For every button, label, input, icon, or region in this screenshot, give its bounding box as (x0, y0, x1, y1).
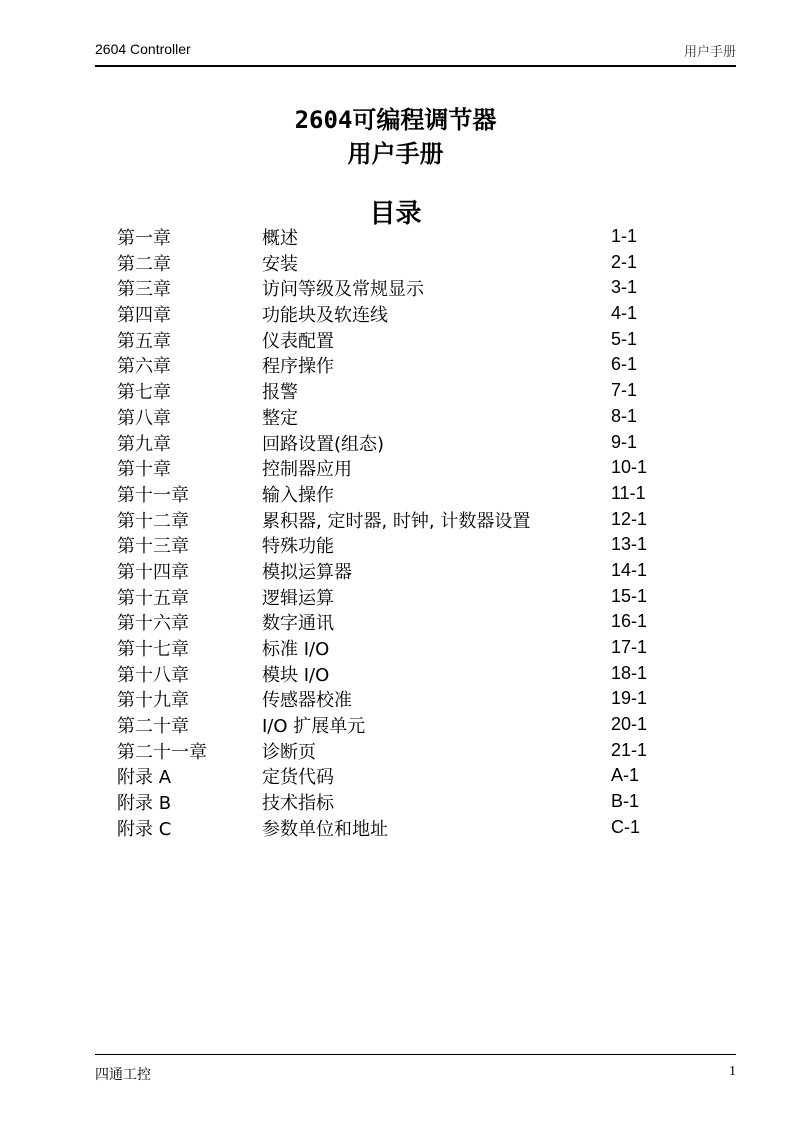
toc-chapter-label: 第二十一章 (117, 741, 207, 763)
toc-chapter-label: 第十四章 (117, 561, 189, 583)
toc-entry[interactable] (117, 611, 657, 637)
toc-chapter-title: 程序操作 (262, 356, 334, 378)
footer-divider (95, 1054, 736, 1055)
toc-entry[interactable] (117, 663, 657, 689)
toc-page-number: 20-1 (611, 714, 648, 735)
toc-chapter-label: 附录 A (117, 767, 172, 789)
toc-entry[interactable] (117, 329, 657, 355)
toc-page-number: 15-1 (611, 585, 648, 606)
toc-chapter-title: 诊断页 (262, 741, 316, 763)
toc-chapter-title: 累积器, 定时器, 时钟, 计数器设置 (262, 510, 531, 532)
toc-chapter-label: 第二十章 (117, 716, 189, 738)
toc-chapter-label: 第六章 (117, 356, 171, 378)
toc-chapter-label: 第三章 (117, 279, 171, 301)
toc-page-number: 4-1 (611, 303, 638, 324)
toc-chapter-label: 第十七章 (117, 639, 189, 660)
toc-page-number: 14-1 (611, 559, 648, 580)
toc-chapter-title: 技术指标 (262, 793, 334, 815)
toc-chapter-label: 第十三章 (117, 536, 189, 558)
toc-entry[interactable] (117, 406, 657, 432)
toc-chapter-title: 报警 (262, 382, 298, 404)
toc-page-number: 3-1 (611, 277, 638, 298)
toc-entry[interactable] (117, 714, 657, 740)
footer-publisher: 四通工控 (95, 1067, 151, 1083)
toc-entry[interactable] (117, 380, 657, 406)
toc-entry[interactable] (117, 432, 657, 458)
toc-entry[interactable] (117, 509, 657, 535)
toc-page-number: 13-1 (611, 534, 648, 555)
toc-page-number: 1-1 (611, 226, 638, 246)
toc-entry[interactable] (117, 765, 657, 791)
toc-page-number: 11-1 (611, 482, 646, 503)
toc-chapter-label: 第一章 (117, 228, 171, 249)
toc-chapter-title: 数字通讯 (262, 613, 334, 635)
toc-entry[interactable] (117, 483, 657, 509)
toc-chapter-title: 访问等级及常规显示 (262, 279, 424, 301)
toc-chapter-title: 概述 (262, 228, 298, 249)
toc-page-number: 6-1 (611, 354, 638, 375)
toc-chapter-label: 第十五章 (117, 587, 189, 609)
toc-chapter-label: 第四章 (117, 305, 171, 327)
toc-heading: 目录 (369, 199, 422, 229)
toc-chapter-title: I/O 扩展单元 (262, 716, 366, 738)
toc-chapter-label: 第十九章 (117, 690, 189, 712)
toc-entry[interactable] (117, 226, 657, 252)
header-divider (95, 65, 736, 67)
toc-chapter-label: 第十六章 (117, 613, 189, 635)
toc-chapter-label: 第十二章 (117, 510, 189, 532)
page-number: 1 (729, 1064, 736, 1079)
toc-page-number: 18-1 (611, 662, 648, 683)
toc-page-number: 5-1 (611, 328, 638, 349)
toc-chapter-label: 第五章 (117, 330, 171, 352)
toc-chapter-title: 输入操作 (262, 484, 334, 506)
toc-chapter-title: 逻辑运算 (262, 587, 334, 609)
toc-page-number: C-1 (611, 816, 641, 837)
toc-chapter-label: 第七章 (117, 382, 171, 404)
toc-chapter-title: 安装 (262, 253, 298, 275)
toc-page-number: 16-1 (611, 611, 648, 632)
toc-chapter-label: 第二章 (117, 253, 171, 275)
toc-entry[interactable] (117, 560, 657, 586)
toc-page-number: 21-1 (611, 739, 648, 760)
toc-page-number: 9-1 (611, 431, 638, 452)
document-subtitle: 用户手册 (347, 140, 444, 168)
toc-entry[interactable] (117, 637, 657, 663)
toc-chapter-title: 模块 I/O (262, 664, 330, 686)
toc-entry[interactable] (117, 354, 657, 380)
toc-chapter-title: 传感器校准 (262, 690, 352, 712)
toc-page-number: 7-1 (611, 380, 638, 401)
toc-chapter-label: 第十八章 (117, 664, 189, 686)
header-section: 用户手册 (683, 45, 736, 60)
toc-chapter-title: 功能块及软连线 (262, 305, 388, 327)
toc-chapter-title: 模拟运算器 (262, 561, 352, 583)
toc-entry[interactable] (117, 586, 657, 612)
toc-chapter-title: 控制器应用 (262, 459, 352, 481)
toc-chapter-label: 第八章 (117, 407, 171, 429)
toc-chapter-title: 整定 (262, 407, 298, 429)
toc-chapter-title: 定货代码 (262, 767, 334, 789)
toc-entry[interactable] (117, 791, 657, 817)
toc-page-number: 2-1 (611, 251, 638, 272)
toc-entry[interactable] (117, 252, 657, 278)
toc-entry[interactable] (117, 457, 657, 483)
toc-entry[interactable] (117, 277, 657, 303)
document-title: 2604可编程调节器 (294, 106, 497, 134)
toc-page-number: 12-1 (611, 508, 648, 529)
toc-chapter-title: 仪表配置 (262, 330, 334, 352)
toc-chapter-label: 第十章 (117, 459, 171, 481)
toc-entry[interactable] (117, 817, 657, 843)
toc-chapter-label: 附录 B (117, 793, 172, 815)
toc-page-number: B-1 (611, 791, 640, 812)
toc-entry[interactable] (117, 688, 657, 714)
toc-chapter-title: 特殊功能 (262, 536, 334, 558)
toc-chapter-label: 第九章 (117, 433, 171, 455)
table-of-contents (117, 226, 657, 843)
toc-page-number: 19-1 (611, 688, 648, 709)
toc-page-number: 17-1 (611, 637, 648, 657)
toc-page-number: 8-1 (611, 405, 638, 426)
toc-entry[interactable] (117, 534, 657, 560)
toc-chapter-title: 参数单位和地址 (262, 818, 388, 840)
toc-chapter-title: 回路设置(组态) (262, 433, 385, 455)
toc-entry[interactable] (117, 303, 657, 329)
toc-entry[interactable] (117, 740, 657, 766)
header-doc-name: 2604 Controller (95, 41, 191, 57)
toc-chapter-label: 第十一章 (117, 484, 189, 506)
toc-chapter-title: 标准 I/O (262, 639, 330, 660)
toc-page-number: 10-1 (611, 457, 648, 478)
toc-page-number: A-1 (611, 765, 640, 786)
toc-chapter-label: 附录 C (117, 818, 172, 840)
